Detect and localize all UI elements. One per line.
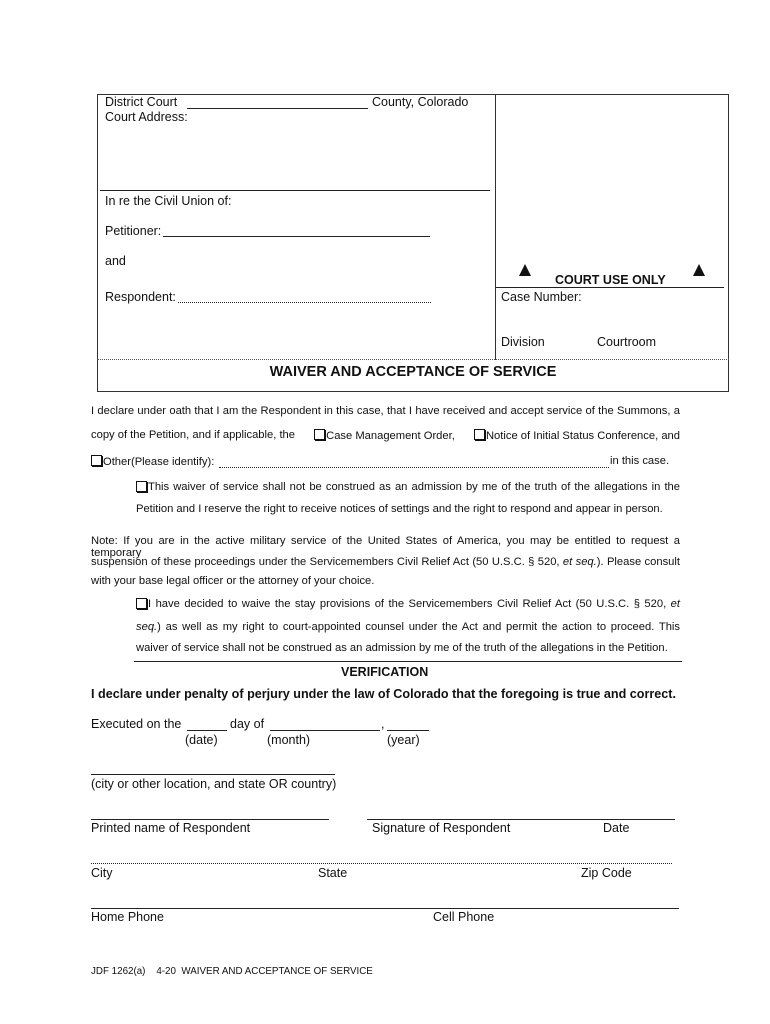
comma: , [381, 717, 385, 731]
address-field[interactable] [91, 863, 672, 864]
other-checkbox[interactable] [91, 455, 102, 466]
zip-label: Zip Code [581, 866, 632, 880]
form-footer: JDF 1262(a) 4-20 WAIVER AND ACCEPTANCE OF SERVICE [91, 966, 373, 977]
waiver-line-1 [136, 481, 680, 493]
verification-heading: VERIFICATION [341, 665, 429, 679]
city-label: City [91, 866, 113, 880]
printed-name-field[interactable] [91, 819, 329, 820]
other-option [91, 455, 214, 468]
district-court-label: District Court [105, 95, 178, 109]
petitioner-field[interactable] [163, 236, 430, 237]
cmo-label: Case Management Order, [326, 430, 455, 442]
scra-line-2-text: ) as well as my right to court-appointed counsel under the Act and permit the action to proceed. This [157, 621, 680, 633]
phone-field[interactable] [91, 908, 679, 909]
county-label: County, Colorado [372, 95, 469, 109]
court-use-rule [496, 287, 724, 288]
note-line-1: Note: If you are in the active military service of the United States of America, you may be entitled to request a temporary [91, 535, 680, 559]
cmo-checkbox[interactable] [314, 429, 325, 440]
note-line-3: with your base legal officer or the attorney of your choice. [91, 575, 375, 587]
signature-label: Signature of Respondent [372, 821, 511, 835]
scra-line-1-text: I have decided to waive the stay provisions of the Servicemembers Civil Relief Act (50 U.S.C. § 520, [148, 598, 671, 610]
note-line-2-consult: ). Please consult [596, 556, 680, 568]
in-this-case-label: in this case. [610, 455, 670, 467]
cell-phone-label: Cell Phone [433, 910, 495, 924]
executed-year-field[interactable] [387, 730, 429, 731]
location-label: (city or other location, and state OR country) [91, 777, 337, 791]
other-field[interactable] [219, 467, 609, 468]
date-label: Date [603, 821, 630, 835]
district-court-field[interactable] [187, 108, 368, 109]
other-label: Other(Please identify): [103, 456, 215, 468]
waiver-line-2: Petition and I reserve the right to receive notices of settings and the right to respond and appear in person. [136, 503, 663, 515]
waiver-checkbox[interactable] [136, 481, 147, 492]
scra-line-2 [136, 621, 680, 633]
and-label: and [105, 254, 126, 268]
signature-field[interactable] [367, 819, 675, 820]
executed-month-field[interactable] [270, 730, 380, 731]
up-arrow-left-icon [519, 263, 531, 281]
court-address-label: Court Address: [105, 110, 188, 124]
note-line-2-text: suspension of these proceedings under the Servicemembers Civil Relief Act (50 U.S.C. § 520, [91, 556, 563, 568]
date-sublabel: (date) [185, 733, 218, 747]
respondent-field[interactable] [178, 302, 431, 303]
scra-line-2-seq: seq. [136, 621, 158, 633]
title-separator [97, 359, 729, 360]
petitioner-label: Petitioner: [105, 224, 162, 238]
courtroom-label: Courtroom [597, 335, 657, 349]
verification-declaration: I declare under penalty of perjury under the law of Colorado that the foregoing is true and correct. [91, 687, 676, 701]
waiver-line-1-text: This waiver of service shall not be construed as an admission by me of the truth of the allegations in the [148, 481, 680, 493]
scra-line-3: waiver of service shall not be construed as an admission by me of the truth of the allegations in the Petition. [136, 642, 668, 654]
executed-on-label: Executed on the [91, 717, 182, 731]
in-re-label: In re the Civil Union of: [105, 194, 232, 208]
up-arrow-right-icon [693, 263, 705, 281]
case-number-label: Case Number: [501, 290, 582, 304]
printed-name-label: Printed name of Respondent [91, 821, 251, 835]
division-label: Division [501, 335, 545, 349]
executed-date-field[interactable] [187, 730, 227, 731]
month-sublabel: (month) [267, 733, 311, 747]
notice-label: Notice of Initial Status Conference, and [485, 430, 680, 442]
declaration-line-1: I declare under oath that I am the Respondent in this case, that I have received and accept service of the Summons, a [91, 405, 680, 417]
scra-checkbox[interactable] [136, 598, 147, 609]
day-of-label: day of [230, 717, 265, 731]
declaration-line-2 [91, 429, 680, 442]
scra-line-1-et: et [670, 598, 680, 610]
location-field[interactable] [91, 774, 335, 775]
note-line-2-et-seq: et seq. [562, 556, 597, 568]
caption-divider [495, 94, 496, 360]
year-sublabel: (year) [387, 733, 420, 747]
declaration-line-2-text: copy of the Petition, and if applicable, the [91, 429, 295, 441]
court-use-only-label: COURT USE ONLY [555, 273, 666, 287]
court-address-rule [100, 190, 490, 191]
respondent-label: Respondent: [105, 290, 176, 304]
note-line-2 [91, 556, 680, 568]
home-phone-label: Home Phone [91, 910, 164, 924]
state-label: State [318, 866, 348, 880]
scra-rule [134, 661, 682, 662]
notice-checkbox[interactable] [474, 429, 485, 440]
page-title: WAIVER AND ACCEPTANCE OF SERVICE [269, 364, 557, 380]
scra-line-1 [136, 598, 680, 610]
